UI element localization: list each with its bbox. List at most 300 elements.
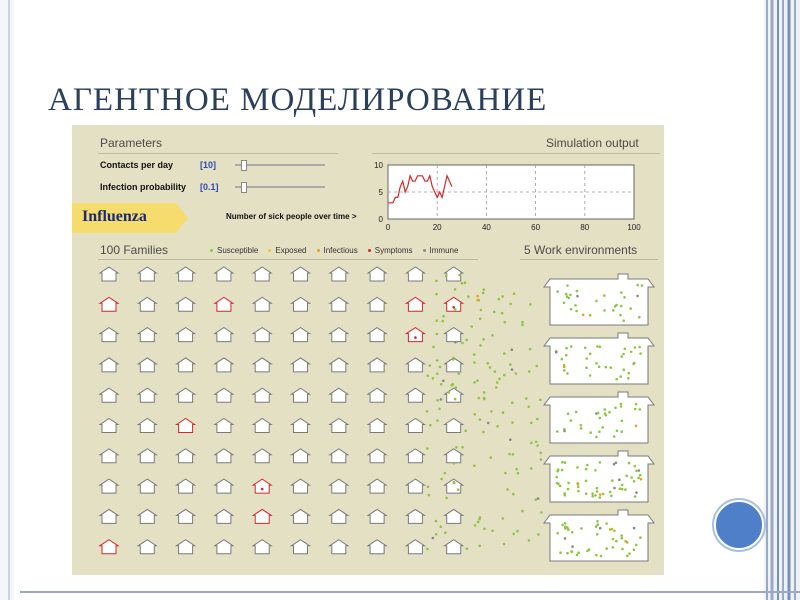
house-icon: [100, 358, 118, 372]
agent-dot: [428, 494, 431, 497]
agent-dot: [595, 436, 598, 439]
house-icon: [368, 267, 386, 281]
agent-dot: [436, 419, 439, 422]
agent-dot: [633, 527, 636, 530]
agent-dot: [556, 482, 559, 485]
house-icon: [330, 479, 348, 493]
family-house: [406, 540, 424, 554]
agent-dot: [556, 430, 559, 433]
agent-dot: [556, 532, 559, 535]
contacts-per-day-label: Contacts per day: [100, 160, 174, 170]
family-house: [215, 419, 233, 433]
house-icon: [177, 388, 195, 402]
agent-dot: [427, 374, 430, 377]
family-house: [253, 449, 271, 463]
agent-dot: [634, 346, 637, 349]
agent-dot: [597, 412, 600, 415]
work-environment: [544, 274, 654, 325]
agent-dot: [624, 488, 627, 491]
agent-dot: [426, 447, 429, 450]
house-icon: [253, 358, 271, 372]
agent-dot: [599, 461, 602, 464]
agent-dot: [599, 527, 602, 530]
y-tick-label: 5: [378, 188, 383, 197]
house-icon: [368, 388, 386, 402]
family-house: [368, 509, 386, 523]
agent-dot: [473, 464, 476, 467]
agent-dot: [503, 374, 506, 377]
agent-dot: [491, 530, 494, 533]
agent-dot: [444, 472, 447, 475]
family-house: [215, 540, 233, 554]
family-house: [330, 479, 348, 493]
family-house: [138, 358, 156, 372]
house-icon: [138, 358, 156, 372]
agent-dot: [591, 492, 594, 495]
house-icon: [215, 449, 233, 463]
house-icon: [253, 449, 271, 463]
agent-dot: [576, 290, 579, 293]
agent-dot: [570, 345, 573, 348]
family-house: [253, 479, 271, 493]
family-house: [368, 449, 386, 463]
agent-dot: [621, 537, 624, 540]
agent-dot: [539, 399, 542, 402]
agent-dot: [501, 312, 504, 315]
agent-dot: [521, 321, 524, 324]
family-house: [100, 449, 118, 463]
family-house: [330, 328, 348, 342]
agent-dot: [570, 308, 573, 311]
agent-dot: [577, 551, 580, 554]
family-house: [253, 509, 271, 523]
agent-dot: [639, 474, 642, 477]
agent-dot: [511, 368, 514, 371]
agent-dot: [600, 555, 603, 558]
agent-dot: [467, 295, 470, 298]
influenza-label: Influenza: [82, 208, 147, 225]
family-house: [253, 419, 271, 433]
house-icon: [177, 358, 195, 372]
family-house: [215, 358, 233, 372]
agent-dot: [596, 520, 599, 523]
agent-dot: [435, 280, 438, 283]
agent-dot: [496, 425, 499, 428]
agent-dot: [482, 292, 485, 295]
house-icon: [138, 509, 156, 523]
family-house: [406, 267, 424, 281]
house-icon: [445, 328, 463, 342]
house-icon: [138, 388, 156, 402]
family-house: [177, 388, 195, 402]
agent-dot: [512, 453, 515, 456]
agent-dot: [556, 290, 559, 293]
agent-dot: [564, 461, 567, 464]
house-icon: [215, 419, 233, 433]
agent-dot: [615, 540, 618, 543]
agent-dot: [530, 467, 533, 470]
family-house: [330, 267, 348, 281]
agent-dot: [454, 308, 457, 311]
house-icon: [406, 509, 424, 523]
agent-dot: [473, 361, 476, 364]
agent-dot: [448, 391, 451, 394]
agent-dot: [580, 427, 583, 430]
agent-dot: [496, 381, 499, 384]
agent-dot: [613, 435, 616, 438]
agent-dot: [515, 468, 518, 471]
agent-dot: [536, 365, 539, 368]
agent-dot: [633, 480, 636, 483]
house-icon: [445, 388, 463, 402]
agent-dot: [555, 351, 558, 354]
family-house: [215, 267, 233, 281]
agent-dot: [436, 319, 439, 322]
agent-dot: [511, 348, 514, 351]
house-icon: [100, 267, 118, 281]
house-icon: [445, 540, 463, 554]
agent-dot: [567, 412, 570, 415]
agent-dot: [556, 470, 559, 473]
agent-dot: [605, 547, 608, 550]
family-house: [368, 479, 386, 493]
house-icon: [292, 479, 310, 493]
family-house: [138, 449, 156, 463]
agent-dot: [511, 421, 514, 424]
family-house: [100, 479, 118, 493]
agent-dot: [435, 293, 438, 296]
family-house: [292, 449, 310, 463]
agent-dot: [635, 425, 638, 428]
house-icon: [177, 449, 195, 463]
agent-dot: [426, 548, 429, 551]
family-house: [368, 328, 386, 342]
family-house: [215, 449, 233, 463]
agent-dot: [575, 310, 578, 313]
agent-dot: [521, 510, 524, 513]
slide-nav-circle-button[interactable]: [714, 500, 764, 550]
agent-dot: [529, 348, 532, 351]
agent-dot: [598, 430, 601, 433]
work-environment: [544, 392, 654, 443]
agent-dot: [596, 345, 599, 348]
agent-dot: [566, 372, 569, 375]
agent-dot: [513, 292, 516, 295]
agent-dot: [511, 401, 514, 404]
house-icon: [215, 509, 233, 523]
legend-item-immune: Immune: [423, 246, 459, 255]
family-house: [368, 358, 386, 372]
agent-dot: [620, 403, 623, 406]
agent-dot: [490, 456, 493, 459]
house-icon: [253, 540, 271, 554]
agent-dot: [620, 291, 623, 294]
agent-dot: [429, 424, 432, 427]
agent-dot: [474, 524, 477, 527]
family-house: [368, 297, 386, 311]
family-house: [177, 449, 195, 463]
family-house: [330, 509, 348, 523]
family-house: [330, 358, 348, 372]
family-house: [368, 267, 386, 281]
agent-dot: [564, 537, 567, 540]
house-icon: [445, 509, 463, 523]
agent-dot: [599, 496, 602, 499]
family-house: [406, 328, 424, 342]
family-house: [177, 328, 195, 342]
family-house: [253, 267, 271, 281]
house-icon: [445, 419, 463, 433]
agent-dot: [613, 530, 616, 533]
agent-dot: [577, 486, 580, 489]
agent-dot: [536, 418, 539, 421]
family-house: [177, 479, 195, 493]
family-house: [406, 509, 424, 523]
x-tick-label: 100: [627, 223, 641, 232]
agent-dot: [454, 398, 457, 401]
house-icon: [445, 449, 463, 463]
house-icon: [406, 449, 424, 463]
house-icon: [292, 358, 310, 372]
agent-dot: [432, 346, 435, 349]
agent-dot: [535, 498, 538, 501]
agent-dot: [495, 386, 498, 389]
house-icon: [368, 358, 386, 372]
house-icon: [368, 297, 386, 311]
agent-dot: [629, 307, 632, 310]
house-icon: [177, 328, 195, 342]
agent-dot: [638, 469, 641, 472]
agent-dot: [566, 284, 569, 287]
agent-dot: [582, 314, 585, 317]
infection-probability-value: [0.1]: [200, 182, 219, 192]
agent-dot: [479, 318, 482, 321]
house-icon: [138, 479, 156, 493]
agent-dot: [540, 511, 543, 514]
agent-dot: [591, 495, 594, 498]
agent-dot: [612, 538, 615, 541]
house-icon: [100, 509, 118, 523]
agent-dot: [561, 524, 564, 527]
family-house: [215, 479, 233, 493]
agent-dot: [599, 493, 602, 496]
agent-dot: [630, 351, 633, 354]
agent-dot: [616, 430, 619, 433]
agent-dot: [455, 386, 458, 389]
agent-dot: [483, 391, 486, 394]
agent-dot: [445, 275, 448, 278]
agent-dot: [436, 399, 439, 402]
agent-dot: [464, 430, 467, 433]
agent-dot: [621, 488, 624, 491]
agent-dot: [426, 410, 429, 413]
family-house: [177, 297, 195, 311]
family-house: [292, 297, 310, 311]
agent-dot: [490, 410, 493, 413]
agent-dot: [628, 552, 631, 555]
family-house: [330, 449, 348, 463]
agent-dot: [479, 344, 482, 347]
agent-dot: [455, 446, 458, 449]
agent-dot: [452, 358, 455, 361]
agent-dot: [589, 314, 592, 317]
agent-dot: [571, 531, 574, 534]
agent-dot: [614, 407, 617, 410]
house-icon: [215, 328, 233, 342]
house-icon: [177, 509, 195, 523]
agent-dot: [585, 366, 588, 369]
family-house: [100, 267, 118, 281]
house-icon: [330, 388, 348, 402]
work-environment: [544, 333, 654, 384]
agent-dot: [589, 353, 592, 356]
x-tick-label: 80: [580, 223, 590, 232]
agent-dot: [565, 293, 568, 296]
house-icon: [406, 540, 424, 554]
house-icon: [100, 449, 118, 463]
family-house: [292, 388, 310, 402]
agent-dot: [620, 534, 623, 537]
house-icon: [215, 297, 233, 311]
house-icon: [330, 540, 348, 554]
agent-dot: [445, 497, 448, 500]
house-icon: [253, 509, 271, 523]
family-house: [138, 540, 156, 554]
agent-dot: [498, 298, 501, 301]
house-icon: [330, 449, 348, 463]
agent-dot: [605, 366, 608, 369]
house-icon: [292, 540, 310, 554]
agent-dot: [509, 303, 512, 306]
agent-dot: [604, 412, 607, 415]
agent-dot: [442, 380, 445, 383]
agent-dot: [480, 309, 483, 312]
family-house: [368, 540, 386, 554]
house-icon: [330, 419, 348, 433]
agent-dot: [476, 379, 479, 382]
family-house: [138, 328, 156, 342]
agent-dot: [537, 533, 540, 536]
agent-dot: [482, 431, 485, 434]
agent-dot: [563, 369, 566, 372]
family-house: [100, 540, 118, 554]
house-icon: [406, 267, 424, 281]
family-house: [292, 479, 310, 493]
simulation-panel: [72, 125, 664, 575]
agent-dot: [537, 497, 540, 500]
agent-dot: [611, 528, 614, 531]
work-building-icon: [544, 274, 654, 325]
agent-dot: [638, 316, 641, 319]
house-icon: [215, 267, 233, 281]
agent-dot: [614, 305, 617, 308]
agent-dot: [458, 372, 461, 375]
families-title: 100 Families: [100, 243, 169, 257]
agent-dot: [483, 288, 486, 291]
family-house: [292, 540, 310, 554]
agent-dot: [627, 372, 630, 375]
agent-dot: [628, 462, 631, 465]
agent-dot: [441, 320, 444, 323]
family-house: [100, 358, 118, 372]
agent-dot: [620, 305, 623, 308]
agent-dot: [635, 491, 638, 494]
agent-dot: [512, 533, 515, 536]
house-icon: [138, 540, 156, 554]
house-icon: [177, 267, 195, 281]
agent-dot: [528, 370, 531, 373]
agent-dot: [440, 383, 443, 386]
agent-dot: [489, 366, 492, 369]
agent-dot: [580, 527, 583, 530]
family-house: [406, 388, 424, 402]
house-icon: [253, 267, 271, 281]
agent-dot: [622, 319, 625, 322]
agent-dot: [569, 294, 572, 297]
agent-dot: [476, 299, 479, 302]
house-icon: [406, 328, 424, 342]
family-house: [292, 509, 310, 523]
agent-dot: [639, 352, 642, 355]
agent-dot: [596, 523, 599, 526]
agent-dot: [498, 378, 501, 381]
agent-dot: [575, 411, 578, 414]
agent-dot: [565, 354, 568, 357]
house-icon: [177, 479, 195, 493]
family-house: [215, 328, 233, 342]
house-icon: [100, 388, 118, 402]
agent-dot: [626, 555, 629, 558]
agent-dot: [610, 366, 613, 369]
agent-dot: [473, 381, 476, 384]
family-house: [368, 419, 386, 433]
agent-dot: [621, 548, 624, 551]
sick-people-label: Number of sick people over time >: [226, 212, 357, 221]
agent-dot: [567, 488, 570, 491]
agent-dot: [567, 482, 570, 485]
agent-dot: [624, 348, 627, 351]
agent-dot: [432, 537, 435, 540]
family-house: [177, 419, 195, 433]
agent-dot: [487, 422, 490, 425]
infection-probability-label: Infection probability: [100, 182, 187, 192]
agent-dot: [536, 444, 539, 447]
family-house: [330, 540, 348, 554]
legend-item-symptoms: Symptoms: [368, 246, 413, 255]
family-house: [138, 509, 156, 523]
family-house: [445, 328, 463, 342]
sick-agent-dot: [261, 488, 264, 491]
parameters-title: Parameters: [100, 136, 163, 150]
agent-dot: [635, 470, 638, 473]
agent-dot: [438, 408, 441, 411]
house-icon: [368, 540, 386, 554]
agent-dot: [576, 482, 579, 485]
agent-dot: [632, 363, 635, 366]
agent-dot: [442, 315, 445, 318]
agent-dot: [464, 281, 467, 284]
agent-dot: [601, 426, 604, 429]
agent-dot: [525, 397, 528, 400]
agent-dot: [618, 478, 621, 481]
agent-dot: [476, 295, 479, 298]
agent-dot: [436, 359, 439, 362]
agent-dot: [515, 372, 518, 375]
agent-dot: [535, 441, 538, 444]
agent-dot: [516, 530, 519, 533]
agent-dot: [501, 295, 504, 298]
house-icon: [253, 388, 271, 402]
